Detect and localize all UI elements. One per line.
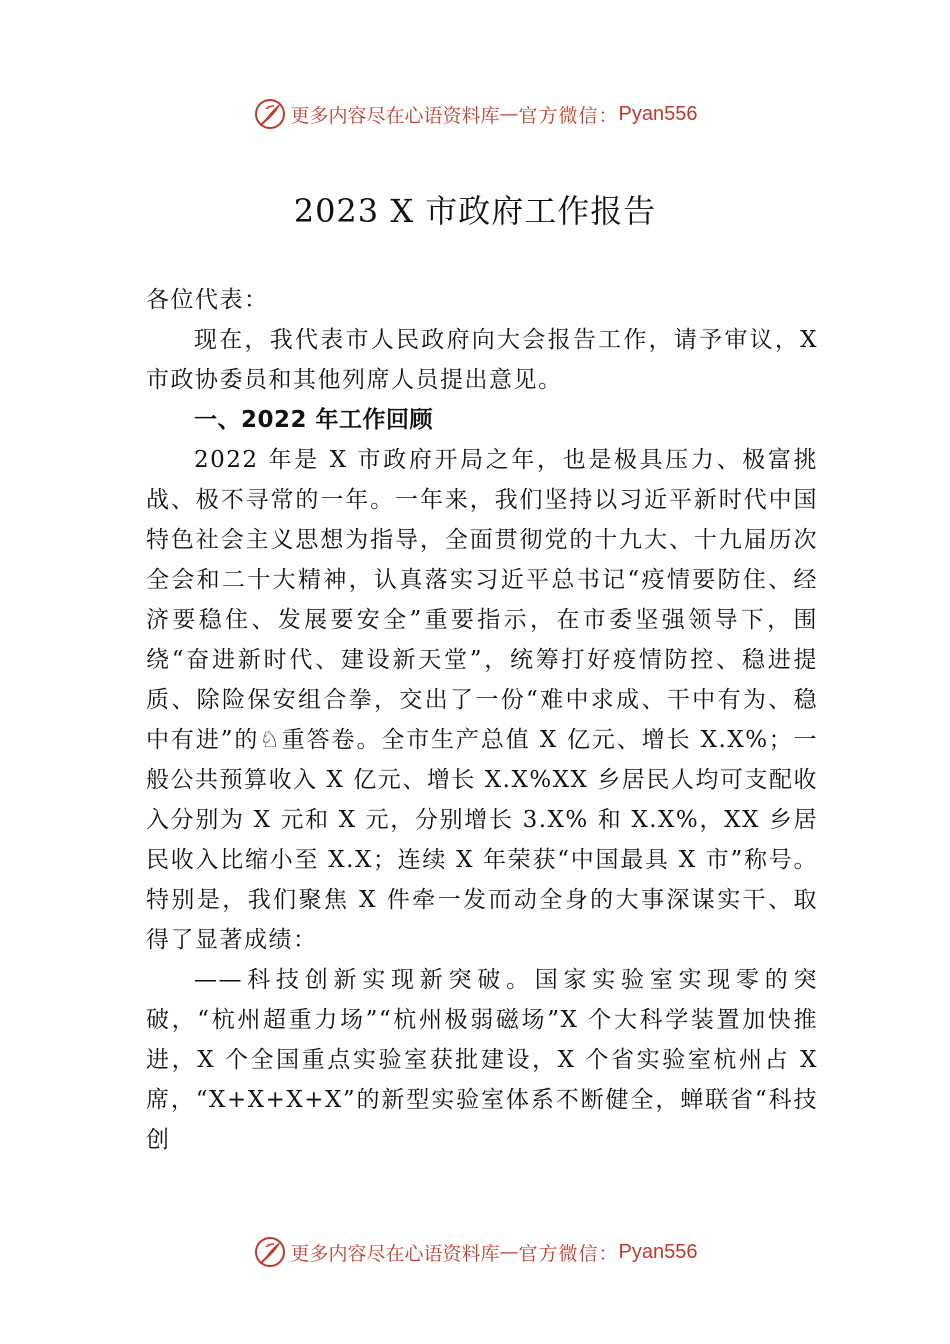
salutation: 各位代表：: [146, 287, 269, 313]
watermark-brand: 更多内容尽在心语资料库: [290, 104, 500, 127]
document-title: 2023 X 市政府工作报告: [293, 192, 657, 230]
header-watermark: [0, 94, 950, 134]
watermark-wechat-id: Pyan556: [618, 1240, 698, 1263]
watermark-label: 官方微信：: [518, 1242, 619, 1265]
watermark-label: 官方微信：: [518, 104, 619, 127]
feather-pen-icon: [253, 97, 287, 131]
watermark-wechat-id: Pyan556: [618, 102, 698, 125]
intro-paragraph: 现在，我代表市人民政府向大会报告工作，请予审议，X 市政协委员和其他列席人员提出意见。: [146, 327, 818, 393]
body-paragraph: 2022 年是 X 市政府开局之年，也是极具压力、极富挑战、极不寻常的一年。一年来，我们坚持以习近平新时代中国特色社会主义思想为指导，全面贯彻党的十九大、十九届历次全会和二十大精神，认真落实习近平总书记“疫情要防住、经济要稳住、发展要安全”重要指示，在市委坚强领导下，围绕“奋进新时代、建设新天堂”，统筹打好疫情防控、稳进提质、除险保安组合拳，交出了一份“难中求成、干中有为、稳中有进”的♘重答卷。全市生产总值 X 亿元、增长 X.X%；一般公共预算收入 X 亿元、增长 X.X%XX 乡居民人均可支配收入分别为 X 元和 X 元，分别增长 3.X% 和 X.X%，XX 乡居民收入比缩小至 X.X；连续 X 年荣获“中国最具 X 市”称号。特别是，我们聚焦 X 件牵一发而动全身的大事深谋实干、取得了显著成绩：: [146, 447, 818, 953]
watermark-dash: —: [499, 103, 519, 125]
section-heading: 一、2022 年工作回顾: [194, 407, 434, 433]
feather-pen-icon: [253, 1235, 287, 1269]
watermark-dash: —: [499, 1241, 519, 1263]
watermark-brand: 更多内容尽在心语资料库: [290, 1242, 500, 1265]
footer-watermark: [0, 1232, 950, 1272]
document-body: [146, 280, 818, 1160]
body-paragraph: ——科技创新实现新突破。国家实验室实现零的突破，“杭州超重力场”“杭州极弱磁场”X 个大科学装置加快推进，X 个全国重点实验室获批建设，X 个省实验室杭州占 X 席，“X+X+X+X”的新型实验室体系不断健全，蝉联省“科技创: [146, 967, 818, 1153]
